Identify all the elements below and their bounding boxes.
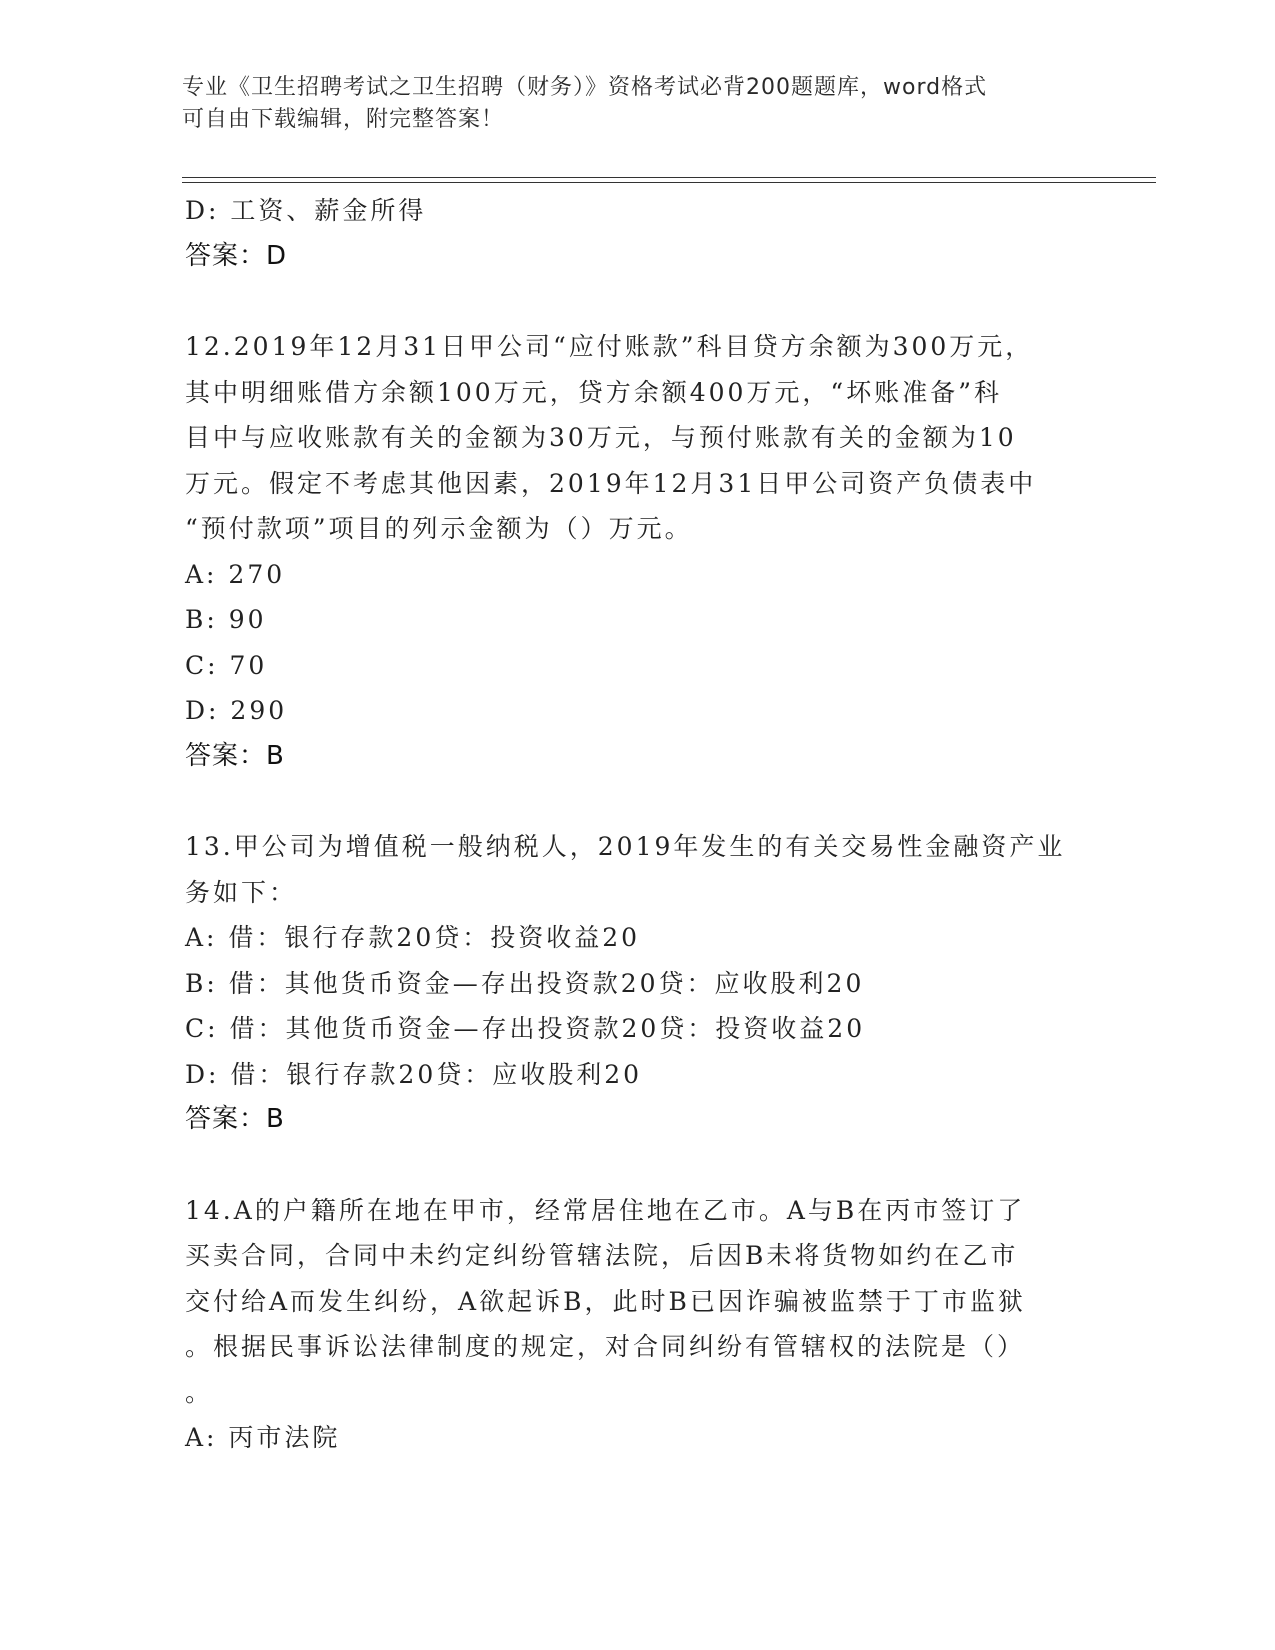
header-divider-bottom (182, 182, 1156, 183)
question-stem-line: 买卖合同，合同中未约定纠纷管辖法院，后因B未将货物如约在乙市 (185, 1241, 1019, 1270)
question-stem-line: 交付给A而发生纠纷，A欲起诉B，此时B已因诈骗被监禁于丁市监狱 (185, 1286, 1026, 1316)
question-14 (185, 1188, 1085, 1461)
option-c: C: 70 (185, 650, 268, 680)
question-stem-line: “预付款项”项目的列示金额为（）万元。 (185, 514, 693, 543)
answer-line: 答案：D (185, 240, 288, 271)
option-a: A: 270 (185, 559, 286, 589)
question-stem-line: 目中与应收账款有关的金额为30万元，与预付账款有关的金额为10 (185, 423, 1017, 452)
previous-question-tail (185, 188, 1085, 279)
option-a: A: 丙市法院 (185, 1423, 341, 1452)
answer-line: 答案：B (185, 740, 285, 771)
option-b: B: 借：其他货币资金—存出投资款20贷：应收股利20 (185, 968, 865, 998)
option-a: A: 借：银行存款20贷：投资收益20 (185, 923, 641, 952)
question-stem-line: 14.A的户籍所在地在甲市，经常居住地在乙市。A与B在丙市签订了 (185, 1195, 1026, 1225)
option-d: D: 工资、薪金所得 (185, 196, 427, 225)
question-stem-line: 。 (185, 1377, 214, 1407)
page-header (182, 72, 1082, 136)
question-13 (185, 824, 1085, 1143)
question-stem-line: 。根据民事诉讼法律制度的规定，对合同纠纷有管辖权的法院是（） (185, 1332, 1026, 1361)
document-body (185, 188, 1085, 1461)
question-stem-line: 12.2019年12月31日甲公司“应付账款”科目贷方余额为300万元， (185, 332, 1034, 361)
question-stem-line: 务如下： (185, 877, 298, 907)
header-line-1: 专业《卫生招聘考试之卫生招聘（财务）》资格考试必背200题题库，word格式 (182, 75, 988, 100)
option-c: C: 借：其他货币资金—存出投资款20贷：投资收益20 (185, 1014, 866, 1043)
question-12 (185, 324, 1085, 779)
question-stem-line: 其中明细账借方余额100万元，贷方余额400万元，“坏账准备”科 (185, 377, 1002, 407)
option-d: D: 290 (185, 696, 288, 725)
question-stem-line: 13.甲公司为增值税一般纳税人，2019年发生的有关交易性金融资产业 (185, 832, 1066, 861)
option-d: D: 借：银行存款20贷：应收股利20 (185, 1059, 643, 1089)
option-b: B: 90 (185, 605, 267, 634)
answer-line: 答案：B (185, 1104, 285, 1134)
question-stem-line: 万元。假定不考虑其他因素，2019年12月31日甲公司资产负债表中 (185, 468, 1037, 498)
header-divider-top (182, 177, 1156, 178)
header-line-2: 可自由下载编辑，附完整答案！ (182, 107, 505, 132)
